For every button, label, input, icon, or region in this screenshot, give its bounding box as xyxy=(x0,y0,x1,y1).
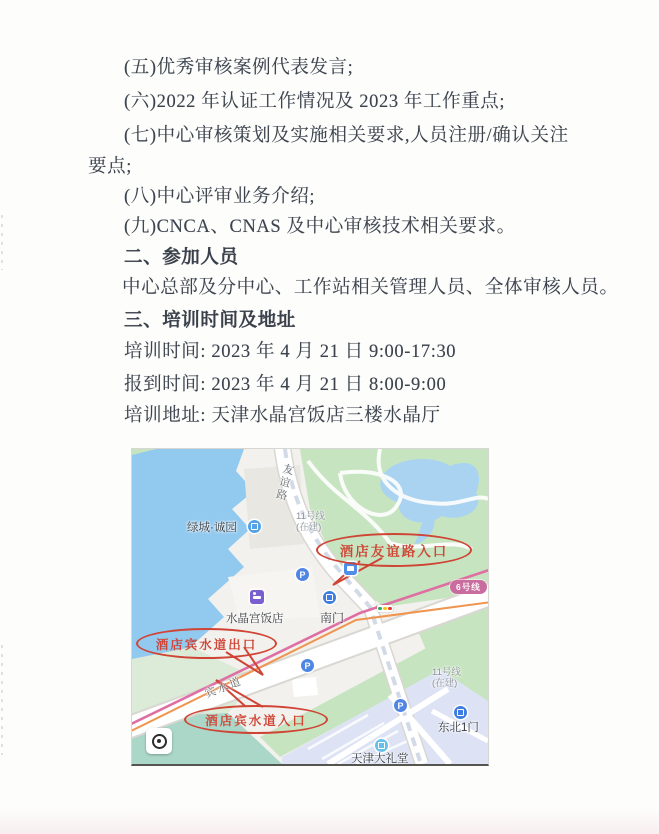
doc-paragraph: (六)2022 年认证工作情况及 2023 年工作重点; xyxy=(124,92,506,112)
doc-paragraph: (七)中心审核策划及实施相关要求,人员注册/确认关注 xyxy=(124,126,569,146)
poi-label-northeast-gate: 东北1门 xyxy=(438,722,479,734)
metro-entrance-icon-south-gate xyxy=(323,591,336,604)
doc-heading-participants: 二、参加人员 xyxy=(124,248,239,268)
poi-label-tianjin-hall: 天津大礼堂 xyxy=(351,753,409,765)
map-annotation-binshui-exit: 酒店宾水道出口 xyxy=(136,628,277,659)
locate-icon xyxy=(146,728,172,754)
poi-label-lvcheng: 绿城·诚园 xyxy=(187,522,237,534)
scan-artifact xyxy=(1,645,3,755)
metro-entrance-icon-northeast-gate xyxy=(454,706,467,719)
doc-paragraph-training-address: 培训地址: 天津水晶宫饭店三楼水晶厅 xyxy=(124,406,441,426)
road-label-youyi: 友谊路 xyxy=(273,462,295,503)
road-label-binshui: 宾水道 xyxy=(203,675,245,701)
hotel-icon xyxy=(250,590,264,604)
poi-label-south-gate: 南门 xyxy=(320,611,345,625)
scan-artifact xyxy=(1,215,3,270)
doc-paragraph: (八)中心评审业务介绍; xyxy=(124,187,316,207)
doc-heading-time-address: 三、培训时间及地址 xyxy=(124,311,296,331)
doc-paragraph: (五)优秀审核案例代表发言; xyxy=(124,58,354,78)
poi-label-crystal-hotel: 水晶宫饭店 xyxy=(226,613,284,625)
doc-paragraph-training-time: 培训时间: 2023 年 4 月 21 日 9:00-17:30 xyxy=(124,342,457,362)
scan-artifact xyxy=(0,808,659,834)
hotel-location-map xyxy=(131,448,489,766)
parking-icon: P xyxy=(301,659,314,672)
doc-paragraph-checkin-time: 报到时间: 2023 年 4 月 21 日 8:00-9:00 xyxy=(124,375,447,395)
doc-paragraph: 中心总部及分中心、工作站相关管理人员、全体审核人员。 xyxy=(122,278,619,298)
metro-line11-label-top: 11号线 (在建) xyxy=(296,511,325,534)
traffic-light-icon xyxy=(377,605,393,612)
parking-icon: P xyxy=(394,699,407,712)
metro-line6-badge: 6号线 xyxy=(450,580,487,594)
map-annotation-binshui-entrance: 酒店宾水道入口 xyxy=(184,705,328,734)
map-annotation-youyi-entrance: 酒店友谊路入口 xyxy=(316,533,472,567)
doc-paragraph: 要点; xyxy=(88,157,132,177)
parking-icon: P xyxy=(296,568,309,581)
community-icon xyxy=(248,520,261,533)
doc-paragraph: (九)CNCA、CNAS 及中心审核技术相关要求。 xyxy=(124,217,516,237)
metro-line11-label-right: 11号线 (在建) xyxy=(432,667,461,690)
